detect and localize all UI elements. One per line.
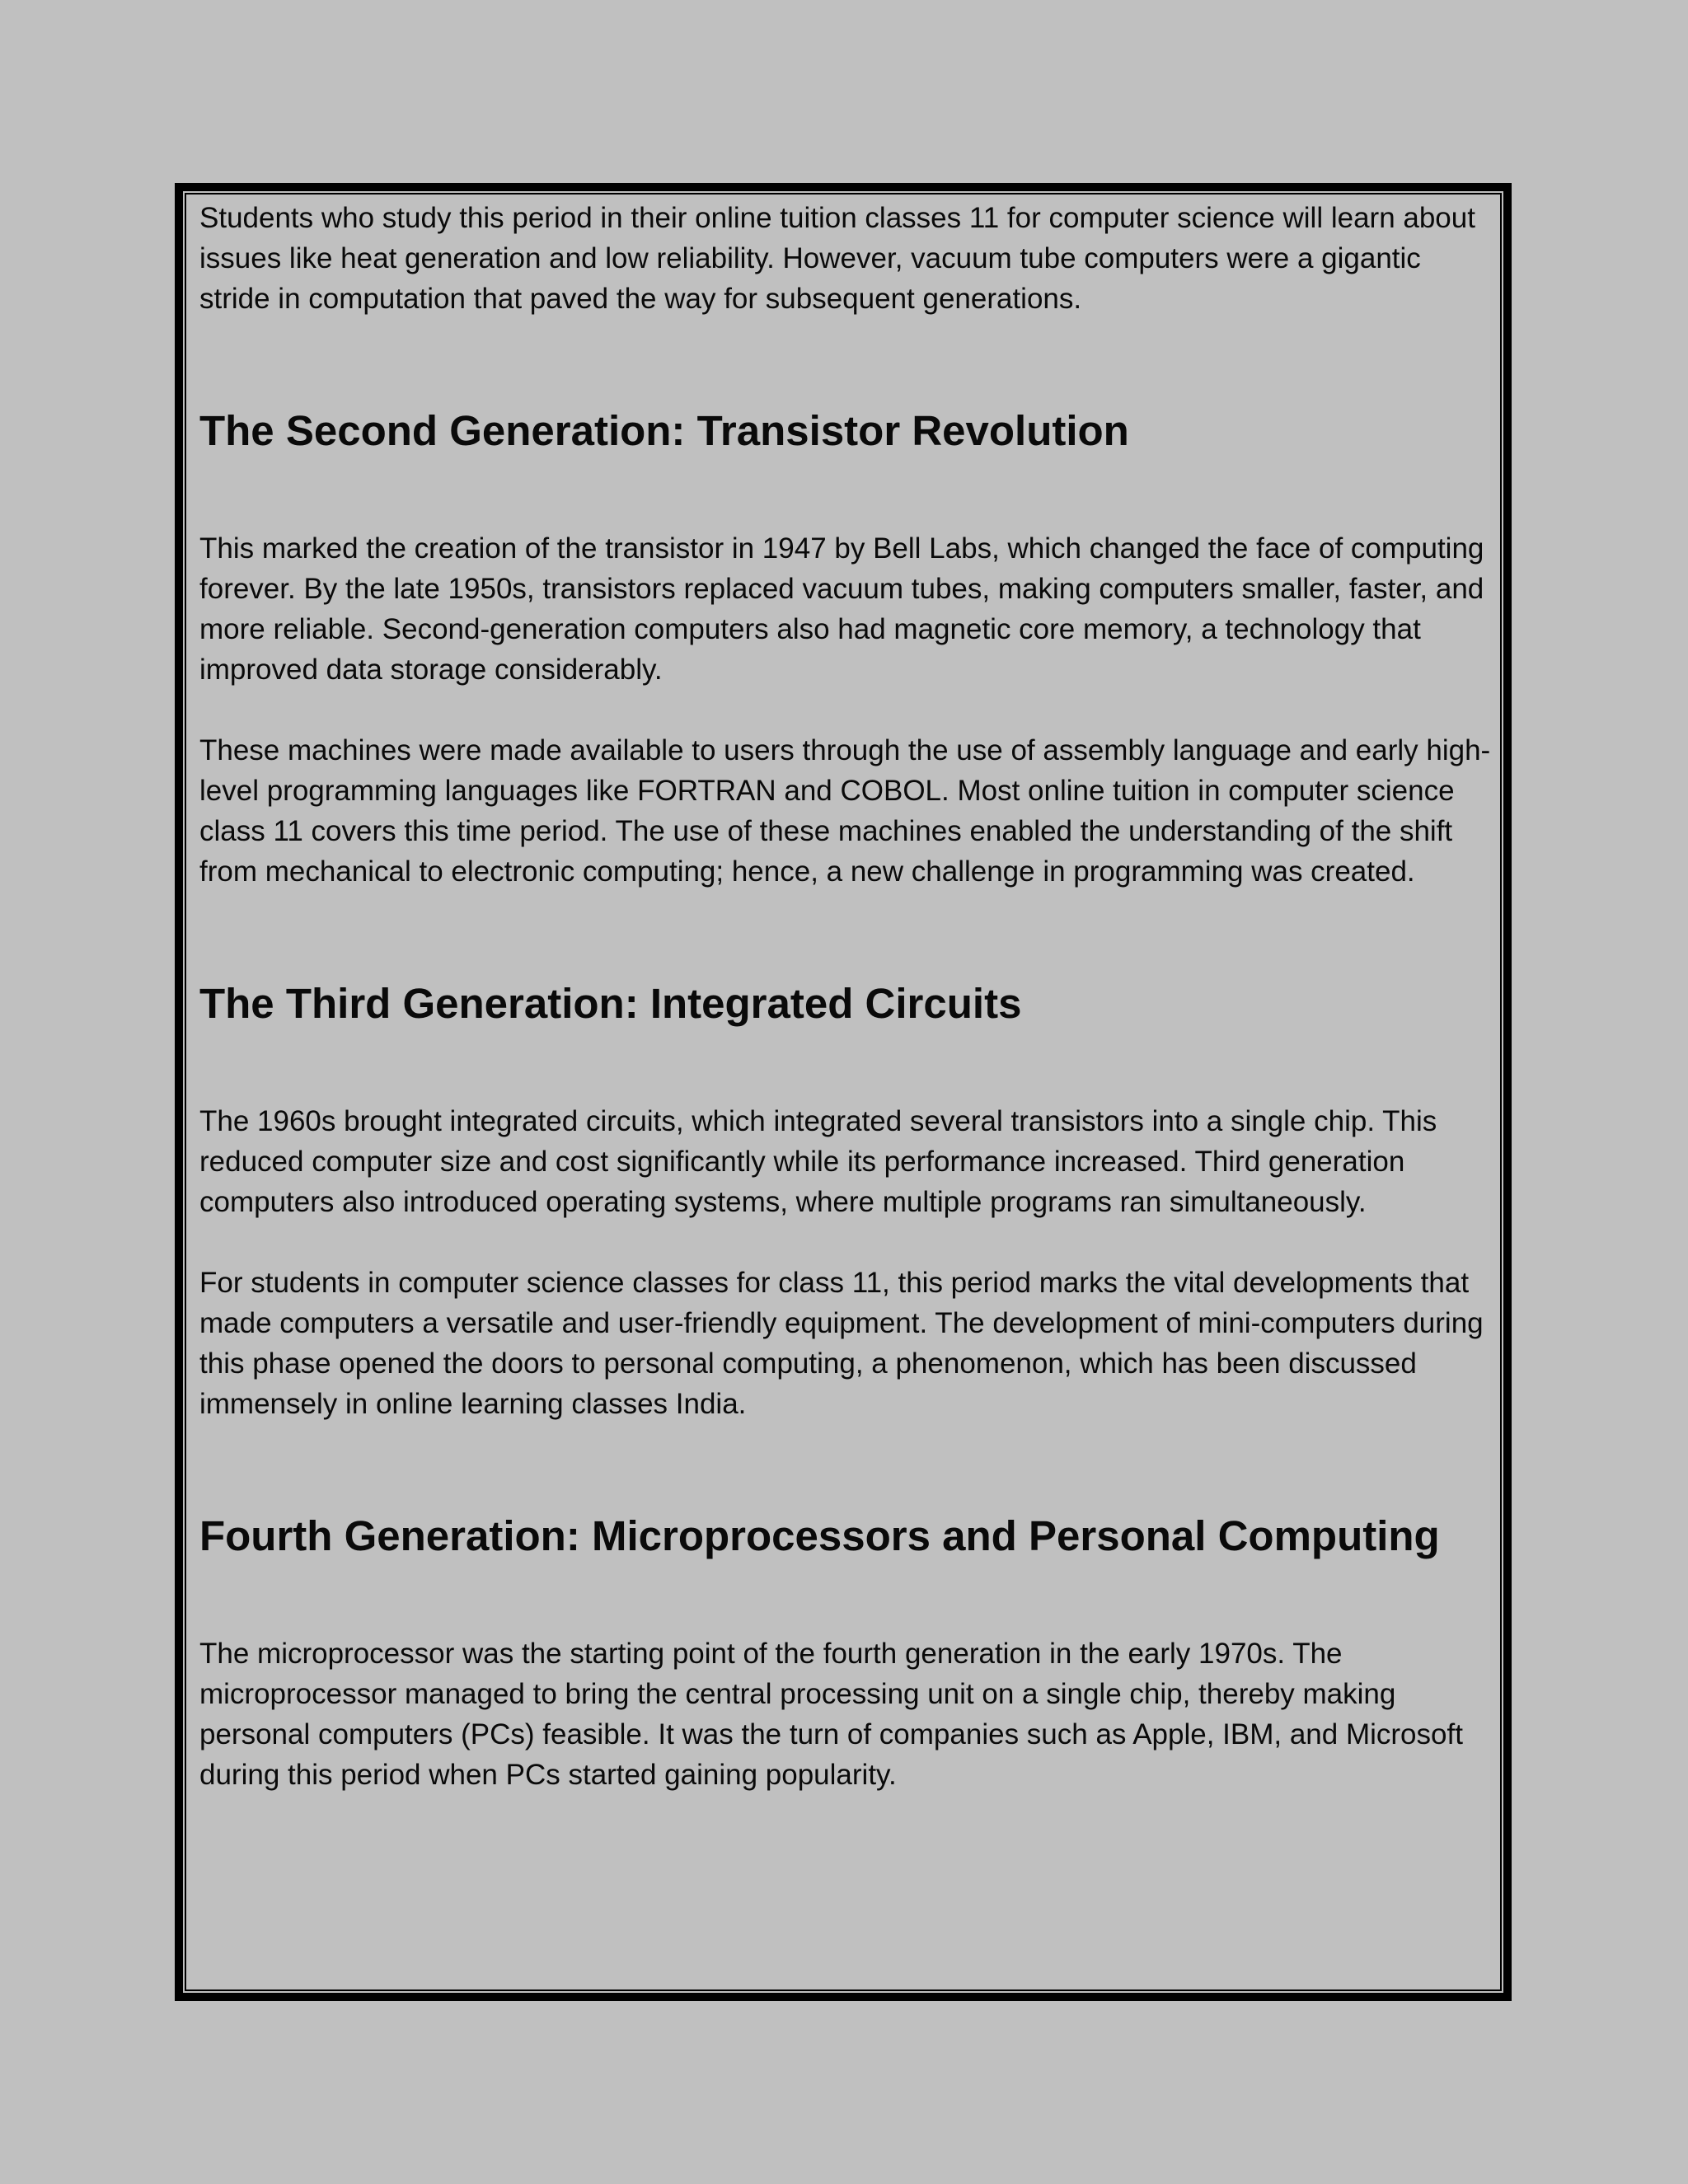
fourth-generation-paragraph-1: The microprocessor was the starting point of the fourth generation in the early 1970s. The microprocessor managed to bring the central processing unit on a single chip, thereby making personal computers (PCs) feasible. It was the turn of companies such as Apple, IBM, and Microsoft during this period when PCs started gaining popularity.: [199, 1638, 1463, 1791]
section-heading-second-generation: The Second Generation: Transistor Revolution: [199, 407, 1129, 454]
second-generation-paragraph-2: These machines were made available to users through the use of assembly language and early high-level programming languages like FORTRAN and COBOL. Most online tuition in computer science class 11 covers this time period. The use of these machines enabled the understanding of the shift from mechanical to electronic computing; hence, a new challenge in programming was created.: [199, 734, 1491, 888]
intro-paragraph: Students who study this period in their online tuition classes 11 for computer science will learn about issues like heat generation and low reliability. However, vacuum tube computers were a gigantic stride in computation that paved the way for subsequent generations.: [199, 202, 1475, 315]
third-generation-paragraph-1: The 1960s brought integrated circuits, which integrated several transistors into a single chip. This reduced computer size and cost significantly while its performance increased. Third generation computers also introduced operating systems, where multiple programs ran simultaneously.: [199, 1105, 1437, 1218]
document-body: [199, 198, 1493, 1795]
third-generation-paragraph-2: For students in computer science classes for class 11, this period marks the vital developments that made computers a versatile and user-friendly equipment. The development of mini-computers during this phase opened the doors to personal computing, a phenomenon, which has been discussed immensely in online learning classes India.: [199, 1267, 1484, 1420]
second-generation-paragraph-1: This marked the creation of the transistor in 1947 by Bell Labs, which changed the face of computing forever. By the late 1950s, transistors replaced vacuum tubes, making computers smaller, faster, and more reliable. Second-generation computers also had magnetic core memory, a technology that improved data storage considerably.: [199, 532, 1484, 686]
section-heading-fourth-generation: Fourth Generation: Microprocessors and Personal Computing: [199, 1512, 1440, 1559]
section-heading-third-generation: The Third Generation: Integrated Circuits: [199, 980, 1022, 1027]
